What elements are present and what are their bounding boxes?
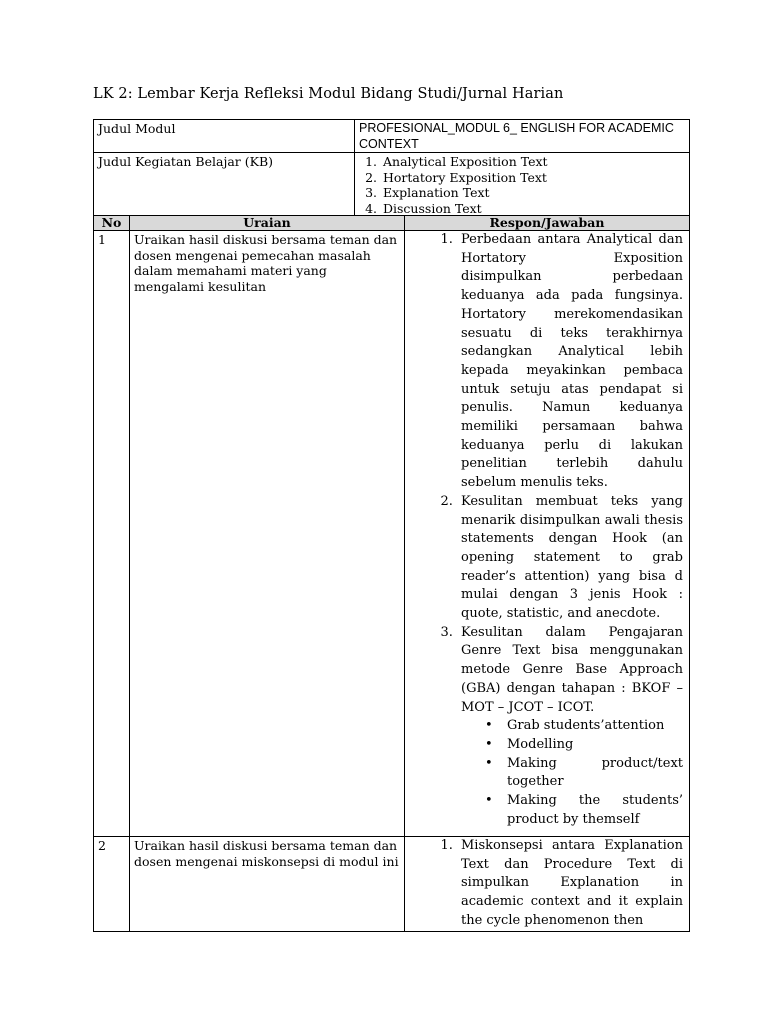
bullet-text: Making product/text together [507, 755, 683, 790]
bullet-item [485, 717, 683, 736]
kb-label: Judul Kegiatan Belajar (KB) [94, 153, 355, 217]
reflection-table [93, 215, 690, 932]
bullet-text: Grab students’attention [507, 718, 665, 734]
bullet-icon: • [485, 793, 493, 809]
response-list [405, 837, 683, 931]
bullet-text: Modelling [507, 736, 574, 752]
kb-item: 3. Explanation Text [381, 185, 685, 201]
bullet-icon: • [485, 755, 493, 771]
module-info-table [93, 119, 690, 217]
bullet-item [485, 792, 683, 829]
kb-item: 2. Hortatory Exposition Text [381, 170, 685, 186]
page-title: LK 2: Lembar Kerja Refleksi Modul Bidang Studi/Jurnal Harian [93, 86, 564, 102]
response-item [457, 624, 683, 830]
response-list [405, 231, 683, 830]
module-value: PROFESIONAL_MODUL 6_ ENGLISH FOR ACADEMIC CONTEXT [355, 120, 690, 153]
bullet-icon: • [485, 736, 493, 752]
kb-item: 1. Analytical Exposition Text [381, 154, 685, 170]
header-no: No [94, 216, 130, 231]
kb-item: 4. Discussion Text [381, 201, 685, 217]
module-label: Judul Modul [94, 120, 355, 153]
row-uraian: Uraikan hasil diskusi bersama teman dan dosen mengenai miskonsepsi di modul ini [130, 837, 405, 932]
module-title-row [94, 120, 690, 153]
bullet-icon: • [485, 718, 493, 734]
response-item-text: Kesulitan dalam Pengajaran Genre Text bisa menggunakan metode Genre Base Approach (GBA) dengan tahapan : BKOF – MOT – JCOT – ICOT. [461, 624, 683, 715]
row-response [405, 837, 690, 932]
header-respon: Respon/Jawaban [405, 216, 690, 231]
kb-list-cell [355, 153, 690, 217]
row-uraian: Uraikan hasil diskusi bersama teman dan dosen mengenai pemecahan masalah dalam memahami materi yang mengalami kesulitan [130, 231, 405, 837]
header-row [94, 216, 690, 231]
bullet-text: Making the students’ product by themself [507, 793, 683, 827]
bullet-item [485, 755, 683, 792]
row-number: 1 [94, 231, 130, 837]
response-item: 2. Kesulitan membuat teks yang menarik disimpulkan awali thesis statements dengan Hook (an opening statement to grab reader’s attention) yang bisa d mulai dengan 3 jenis Hook : quote, statistic, and anecdote. [457, 493, 683, 624]
response-item: 1. Perbedaan antara Analytical dan Hortatory Exposition disimpulkan perbedaan keduanya ada pada fungsinya. Hortatory merekomendasikan sesuatu di teks terakhirnya sedangkan Analytical lebih kepada meyakinkan pembaca untuk setuju atas pendapat si penulis. Namun keduanya memiliki persamaan bahwa keduanya perlu di lakukan penelitian terlebih dahulu sebelum menulis teks. [457, 231, 683, 493]
row-response [405, 231, 690, 837]
kb-list [359, 154, 685, 216]
bullet-item [485, 736, 683, 755]
table-row [94, 231, 690, 837]
response-item: 1. Miskonsepsi antara Explanation Text dan Procedure Text di simpulkan Explanation in academic context and it explain the cycle phenomenon then [457, 837, 683, 931]
row-number: 2 [94, 837, 130, 932]
kb-title-row [94, 153, 690, 217]
bullet-list [461, 717, 683, 829]
header-uraian: Uraian [130, 216, 405, 231]
table-row [94, 837, 690, 932]
